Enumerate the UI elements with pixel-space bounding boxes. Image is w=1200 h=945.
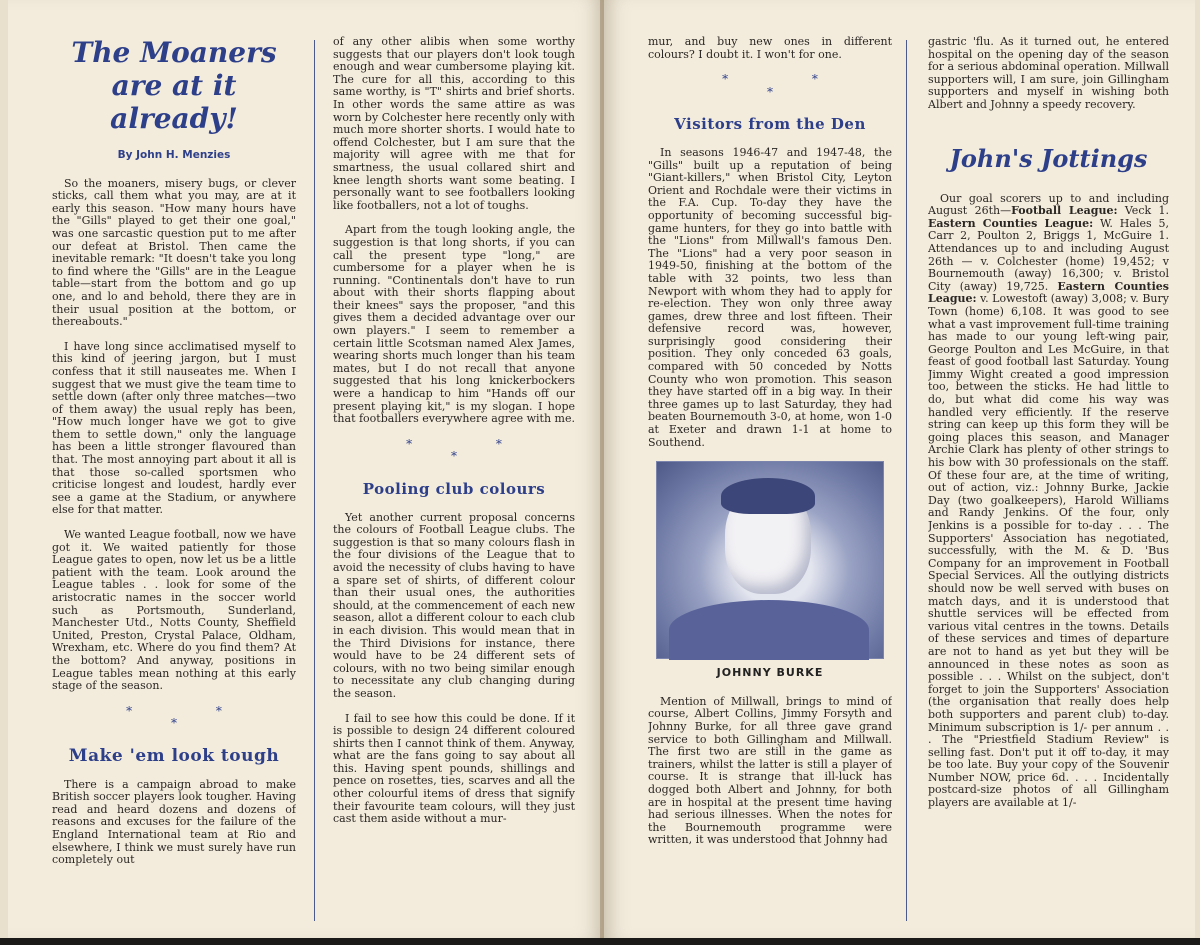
column-1 [52, 36, 296, 925]
section-divider: * * * [722, 72, 858, 99]
column-rule [314, 40, 315, 921]
column-4 [928, 36, 1169, 925]
section-title: John's Jottings [949, 143, 1148, 173]
photo-caption: JOHNNY BURKE [716, 666, 824, 680]
paragraph: Mention of Millwall, brings to mind of course, Albert Collins, Jimmy Forsyth and Johnny Burke, for all three gave grand service to both Gillingham and Millwall. The first two are still in the game as trainers, whilst the latter is still a player of course. It is strange that ill-luck has dogged both Albert and Johnny, for both are in hospital at the present time having had serious illnesses. When the notes for the Bournemouth programme were written, it was understood that Johnny had [648, 694, 892, 847]
section-heading: Visitors from the Den [674, 115, 866, 134]
paragraph: gastric 'flu. As it turned out, he entered hospital on the opening day of the season for a serious abdominal operation. Millwall supporters will, I am sure, join Gillingham supporters and myself in wishing both Albert and Johnny a speedy recovery. [928, 36, 1169, 111]
column-3 [648, 36, 892, 925]
paragraph: I fail to see how this could be done. If it is possible to design 24 different coloured shirts then I cannot think of them. Anyway, what are the fans going to say about all this. Having spent pounds, shillings and pence on rosettes, ties, scarves and all the other colourful items of dress that signify their favourite team colours, will they just cast them aside without a mur- [333, 711, 575, 826]
article-title: The Moaners are at it already! [71, 36, 277, 135]
paragraph: We wanted League football, now we have got it. We waited patiently for those League gates to open, now let us be a little patient with the team. Look around the League tables . . look for some of the aristocratic names in the soccer world such as Portsmouth, Sunderland, Manchester Utd., Notts County, Sheffield United, Preston, Crystal Palace, Oldham, Wrexham, etc. Where do you find them? At the bottom? And anyway, positions in League tables mean nothing at this early stage of the season. [52, 528, 296, 693]
column-2 [333, 36, 575, 925]
section-divider: * * * [126, 703, 262, 731]
page-fold [600, 0, 604, 938]
paragraph: Yet another current proposal concerns the colours of Football League clubs. The suggestion is that so many colours flash in the four divisions of the League that to avoid the necessity of clubs having to have a spare set of shirts, of different colour than their usual ones, the authorities should, at the commencement of each new season, allot a different colour to each club in each division. This would mean that in the Third Divisions for instance, there would have to be 24 different sets of colours, with no two being similar enough to necessitate any club changing during the season. [333, 510, 575, 700]
paragraph: of any other alibis when some worthy suggests that our players don't look tough enough and wear cumbersome playing kit. The cure for all this, according to this same worthy, is "T" shirts and brief shorts. In other words the same attire as was worn by Colchester here recently only with much more shorter shorts. I would hate to offend Colchester, but I am sure that the majority will agree with me that for smartness, the usual collared shirt and knee length shorts want some beating. I personally want to see footballers looking like footballers, not a lot of toughs. [333, 36, 575, 212]
section-heading: Pooling club colours [362, 480, 546, 498]
paragraph: So the moaners, misery bugs, or clever sticks, call them what you may, are at it early this season. "How many hours have the "Gills" played to get their one goal," was one sarcastic question put to me after our defeat at Bristol. Then came the inevitable remark: "It doesn't take you long to find where the "Gills" are in the League table—start from the bottom and go up one, and lo and behold, there they are in their usual position at the bottom, or thereabouts." [52, 176, 296, 329]
paragraph: In seasons 1946-47 and 1947-48, the "Gills" built up a reputation of being "Giant-killers," when Bristol City, Leyton Orient and Rochdale were their victims in the F.A. Cup. To-day they have the opportunity of becoming successful big-game hunters, for they go into battle with the "Lions" from Millwall's famous Den. The "Lions" had a very poor season in 1949-50, finishing at the bottom of the table with 32 points, two less than Newport with whom they had to apply for re-election. They won only three away games, drew three and lost fifteen. Their defensive record was, however, surprisingly good considering their position. They only conceded 63 goals, compared with 50 conceded by Notts County who won promotion. This season they have started off in a big way. In their three games up to last Saturday, they had beaten Bournemouth 3-0, at home, won 1-0 at Exeter and drawn 1-1 at home to Southend. [648, 145, 892, 449]
byline: By John H. Menzies [117, 149, 231, 161]
player-photo [656, 461, 884, 659]
paragraph: Apart from the tough looking angle, the suggestion is that long shorts, if you can call the present type "long," are cumbersome for a player when he is running. "Continentals don't have to run about with their shorts flapping about their knees" says the proposer, "and this gives them a decided advantage over our own players." I seem to remember a certain little Scotsman named Alex James, wearing shorts much longer than his team mates, but I do not recall that anyone suggested that his long knickerbockers were a handicap to him "Hands off our present playing kit," is my slogan. I hope that footballers everywhere agree with me. [333, 223, 575, 426]
paragraph: There is a campaign abroad to make British soccer players look tougher. Having read and heard dozens and dozens of reasons and excuses for the failure of the England International team at Rio and elsewhere, I think we must surely have run completely out [52, 777, 296, 867]
jottings-paragraph: Our goal scorers up to and including August 26th—Football League: Veck 1. Eastern Counties League: W. Hales 5, Carr 2, Poulton 2, Briggs 1, McGuire 1. Attendances up to and including August 26th — v. Colchester (home) 19,452; v Bournemouth (away) 16,300; v. Bristol City (away) 19,725. Eastern Counties League: v. Lowestoft (away) 3,008; v. Bury Town (home) 6,108. It was good to see what a vast improvement full-time training has made to our young left-wing pair, George Poulton and Les McGuire, in that feast of good football last Saturday. Young Jimmy Wight created a good impression too, between the sticks. He had little to do, but what did come his way was handled very efficiently. If the reserve string can keep up this form they will be going places this season, and Manager Archie Clark has plenty of other strings to his bow with 30 professionals on the staff. Of these four are, at the time of writing, out of action, viz.: Johnny Burke, Jackie Day (two goalkeepers), Harold Williams and Randy Jenkins. Of the four, only Jenkins is a possible for to-day . . . The Supporters' Association has negotiated, successfully, with the M. & D. 'Bus Company for an improvement in Football Special Services. All the outlying districts should now be well served with buses on match days, and it is understood that shuttle services will be effected from various vital centres in the towns. Details of these services and times of departure are not to hand as yet but they will be announced in these notes as soon as possible . . . Whilst on the subject, don't forget to join the Supporters' Association (the organisation that really does help both supporters and parent club) to-day. Minimum subscription is 1/- per annum . . . The "Priestfield Stadium Review" is selling fast. Don't put it off to-day, it may be too late. Buy your copy of the Souvenir Number NOW, price 6d. . . . Incidentally postcard-size photos of all Gillingham players are available at 1/- [928, 191, 1169, 810]
paragraph: mur, and buy new ones in different colours? I doubt it. I won't for one. [648, 36, 892, 61]
paragraph: I have long since acclimatised myself to this kind of jeering jargon, but I must confess that it still nauseates me. When I suggest that we must give the team time to settle down (after only three matches—two of them away) the usual reply has been, "How much longer have we got to give them to settle down," only the language has been a little stronger flavoured than that. The most annoying part about it all is that those so-called sportsmen who criticise longest and loudest, hardly ever see a game at the Stadium, or anywhere else for that matter. [52, 339, 296, 517]
bottom-edge [0, 938, 1200, 945]
section-heading: Make 'em look tough [68, 745, 280, 766]
column-rule [906, 40, 907, 921]
section-divider: * * * [406, 436, 542, 464]
